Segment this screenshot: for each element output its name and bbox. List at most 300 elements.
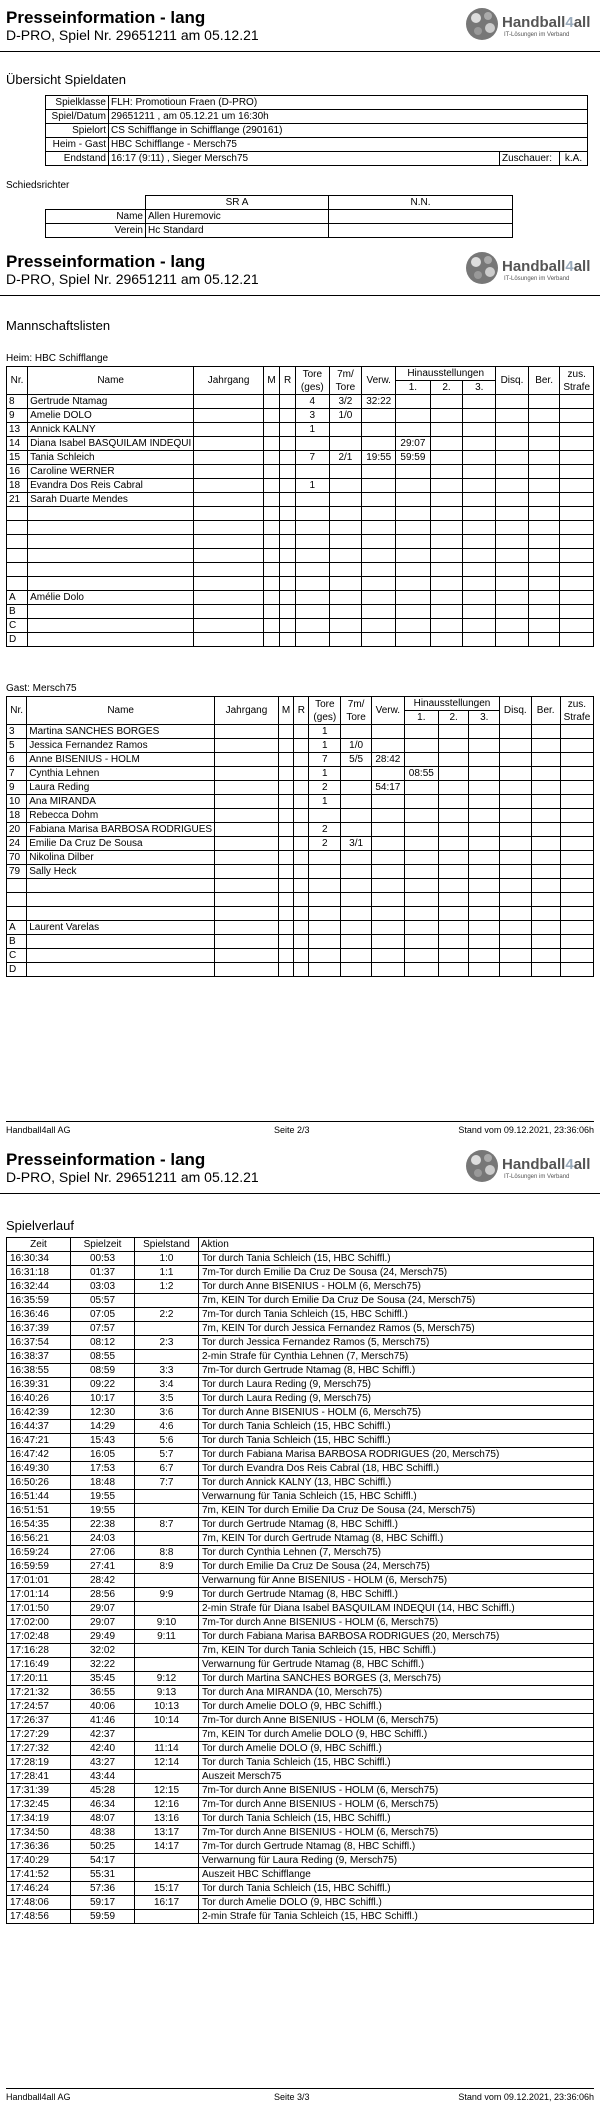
table-cell bbox=[469, 739, 500, 753]
event-cell: 17:26:37 bbox=[7, 1714, 71, 1728]
table-cell bbox=[309, 851, 341, 865]
event-cell: 55:31 bbox=[71, 1868, 135, 1882]
table-cell bbox=[560, 753, 593, 767]
table-cell: 9 bbox=[7, 781, 27, 795]
event-cell: 22:38 bbox=[71, 1518, 135, 1532]
event-cell: 16:54:35 bbox=[7, 1518, 71, 1532]
table-cell bbox=[371, 921, 404, 935]
event-cell: 28:56 bbox=[71, 1588, 135, 1602]
footer-page-2: Handball4all AG Seite 2/3 Stand vom 09.12.2021, 23:36:06h bbox=[6, 1121, 594, 1137]
table-cell bbox=[430, 465, 463, 479]
table-cell bbox=[469, 851, 500, 865]
event-row bbox=[7, 1378, 594, 1392]
pbp-table bbox=[6, 1237, 594, 1924]
table-cell bbox=[469, 865, 500, 879]
table-cell bbox=[496, 633, 529, 647]
table-cell bbox=[280, 633, 296, 647]
table-cell: Cynthia Lehnen bbox=[27, 767, 215, 781]
table-cell: Gertrude Ntamag bbox=[28, 395, 194, 409]
table-cell bbox=[496, 451, 529, 465]
table-cell bbox=[263, 409, 279, 423]
event-cell: 15:17 bbox=[135, 1882, 199, 1896]
table-cell bbox=[371, 879, 404, 893]
table-cell bbox=[531, 781, 560, 795]
table-cell: 9 bbox=[7, 409, 28, 423]
event-row bbox=[7, 1728, 594, 1742]
table-cell bbox=[500, 809, 531, 823]
table-cell bbox=[329, 535, 362, 549]
table-cell bbox=[430, 619, 463, 633]
event-cell: 16:59:59 bbox=[7, 1560, 71, 1574]
event-cell: 36:55 bbox=[71, 1686, 135, 1700]
event-cell: 16:17 bbox=[135, 1896, 199, 1910]
table-cell bbox=[362, 549, 396, 563]
table-cell bbox=[528, 619, 560, 633]
table-cell bbox=[560, 879, 593, 893]
table-cell bbox=[215, 739, 279, 753]
table-cell bbox=[404, 725, 438, 739]
table-row bbox=[7, 437, 594, 451]
event-cell: Verwarnung für Anne BISENIUS - HOLM (6, Mersch75) bbox=[199, 1574, 594, 1588]
table-cell bbox=[278, 907, 293, 921]
event-cell bbox=[135, 1504, 199, 1518]
table-row bbox=[7, 879, 594, 893]
table-cell bbox=[438, 963, 469, 977]
event-cell: 45:28 bbox=[71, 1784, 135, 1798]
handball4all-logo: Handball4all IT-Lösungen im Verband bbox=[464, 250, 594, 290]
column-header: Tore (ges) bbox=[309, 697, 341, 725]
table-cell bbox=[280, 577, 296, 591]
table-cell bbox=[329, 577, 362, 591]
event-cell: 32:22 bbox=[71, 1658, 135, 1672]
column-header: Ber. bbox=[528, 367, 560, 395]
table-cell bbox=[280, 395, 296, 409]
table-cell bbox=[430, 521, 463, 535]
table-cell bbox=[560, 395, 594, 409]
event-row bbox=[7, 1644, 594, 1658]
event-cell: Tor durch Amelie DOLO (9, HBC Schiffl.) bbox=[199, 1700, 594, 1714]
event-cell: 13:17 bbox=[135, 1826, 199, 1840]
table-cell bbox=[309, 921, 341, 935]
table-cell bbox=[294, 781, 309, 795]
event-cell: 16:30:34 bbox=[7, 1252, 71, 1266]
event-cell: 9:11 bbox=[135, 1630, 199, 1644]
table-cell bbox=[362, 423, 396, 437]
table-cell bbox=[560, 865, 593, 879]
referee-verein: Hc Standard bbox=[146, 224, 329, 238]
event-cell: 7m, KEIN Tor durch Tania Schleich (15, HBC Schiffl.) bbox=[199, 1644, 594, 1658]
table-cell: Emilie Da Cruz De Sousa bbox=[27, 837, 215, 851]
table-cell bbox=[194, 535, 264, 549]
table-cell bbox=[215, 851, 279, 865]
table-cell bbox=[341, 879, 372, 893]
event-row bbox=[7, 1532, 594, 1546]
table-cell bbox=[194, 591, 264, 605]
table-cell bbox=[362, 619, 396, 633]
table-cell bbox=[7, 535, 28, 549]
table-cell bbox=[560, 921, 593, 935]
table-cell bbox=[296, 563, 329, 577]
column-header: R bbox=[280, 367, 296, 395]
table-cell bbox=[215, 963, 279, 977]
event-cell: 17:31:39 bbox=[7, 1784, 71, 1798]
table-cell bbox=[371, 907, 404, 921]
table-row bbox=[7, 577, 594, 591]
table-cell bbox=[528, 591, 560, 605]
event-cell bbox=[135, 1532, 199, 1546]
referee-heading: Schiedsrichter bbox=[6, 180, 70, 191]
table-cell bbox=[280, 563, 296, 577]
event-cell: 16:37:54 bbox=[7, 1336, 71, 1350]
event-cell: 9:13 bbox=[135, 1686, 199, 1700]
footer-page-3: Handball4all AG Seite 3/3 Stand vom 09.12.2021, 23:36:06h bbox=[6, 2088, 594, 2104]
table-cell bbox=[194, 633, 264, 647]
table-row bbox=[7, 893, 594, 907]
table-cell bbox=[396, 493, 430, 507]
table-cell bbox=[463, 577, 496, 591]
guest-label: Gast: Mersch75 bbox=[6, 683, 77, 694]
column-header: Disq. bbox=[500, 697, 531, 725]
table-cell bbox=[531, 963, 560, 977]
table-cell: 3 bbox=[7, 725, 27, 739]
table-cell bbox=[438, 823, 469, 837]
table-cell: Sally Heck bbox=[27, 865, 215, 879]
table-cell bbox=[500, 781, 531, 795]
event-cell: 03:03 bbox=[71, 1280, 135, 1294]
table-cell bbox=[396, 577, 430, 591]
table-cell bbox=[463, 619, 496, 633]
table-cell bbox=[341, 809, 372, 823]
table-cell bbox=[371, 963, 404, 977]
table-cell bbox=[500, 907, 531, 921]
event-cell bbox=[135, 1868, 199, 1882]
event-cell: 16:59:24 bbox=[7, 1546, 71, 1560]
table-cell bbox=[430, 493, 463, 507]
event-cell: 7m-Tor durch Anne BISENIUS - HOLM (6, Mersch75) bbox=[199, 1714, 594, 1728]
event-cell: 16:51:44 bbox=[7, 1490, 71, 1504]
table-cell bbox=[329, 591, 362, 605]
table-cell bbox=[362, 493, 396, 507]
event-cell bbox=[135, 1490, 199, 1504]
table-cell bbox=[278, 795, 293, 809]
table-cell bbox=[296, 605, 329, 619]
table-cell bbox=[396, 591, 430, 605]
event-cell: 14:17 bbox=[135, 1840, 199, 1854]
table-cell bbox=[371, 795, 404, 809]
page-title: Presseinformation - lang bbox=[6, 1150, 206, 1169]
table-cell: 3/1 bbox=[341, 837, 372, 851]
event-cell: 41:46 bbox=[71, 1714, 135, 1728]
table-cell bbox=[341, 921, 372, 935]
event-cell: Tor durch Tania Schleich (15, HBC Schiffl.) bbox=[199, 1420, 594, 1434]
event-cell: 7:7 bbox=[135, 1476, 199, 1490]
overview-value: FLH: Promotioun Fraen (D-PRO) bbox=[109, 96, 588, 110]
table-cell bbox=[560, 851, 593, 865]
table-cell bbox=[362, 437, 396, 451]
table-cell: 1/0 bbox=[329, 409, 362, 423]
table-cell bbox=[560, 893, 593, 907]
column-header: 3. bbox=[469, 711, 500, 725]
event-cell: 17:28:41 bbox=[7, 1770, 71, 1784]
event-cell: Tor durch Martina SANCHES BORGES (3, Mersch75) bbox=[199, 1672, 594, 1686]
table-cell bbox=[371, 949, 404, 963]
event-cell: 09:22 bbox=[71, 1378, 135, 1392]
event-cell: 16:50:26 bbox=[7, 1476, 71, 1490]
table-cell bbox=[371, 823, 404, 837]
table-cell bbox=[194, 605, 264, 619]
table-row bbox=[7, 493, 594, 507]
event-cell: 08:12 bbox=[71, 1336, 135, 1350]
column-header: 1. bbox=[396, 381, 430, 395]
event-cell bbox=[135, 1574, 199, 1588]
table-cell bbox=[194, 521, 264, 535]
table-cell bbox=[215, 767, 279, 781]
table-cell bbox=[309, 963, 341, 977]
column-header: Jahrgang bbox=[194, 367, 264, 395]
table-cell bbox=[404, 921, 438, 935]
table-cell bbox=[463, 633, 496, 647]
table-row bbox=[7, 921, 594, 935]
event-row bbox=[7, 1602, 594, 1616]
column-header: Name bbox=[27, 697, 215, 725]
event-cell bbox=[135, 1770, 199, 1784]
table-cell bbox=[496, 507, 529, 521]
event-row bbox=[7, 1560, 594, 1574]
event-cell bbox=[135, 1602, 199, 1616]
table-cell bbox=[329, 563, 362, 577]
table-cell bbox=[294, 809, 309, 823]
event-cell: Verwarnung für Tania Schleich (15, HBC Schiffl.) bbox=[199, 1490, 594, 1504]
table-cell bbox=[404, 907, 438, 921]
table-cell bbox=[294, 767, 309, 781]
table-cell bbox=[294, 893, 309, 907]
event-cell: Tor durch Anne BISENIUS - HOLM (6, Mersch75) bbox=[199, 1280, 594, 1294]
table-cell bbox=[528, 633, 560, 647]
event-cell: 42:40 bbox=[71, 1742, 135, 1756]
table-cell bbox=[528, 451, 560, 465]
table-row bbox=[7, 767, 594, 781]
event-cell: 32:02 bbox=[71, 1644, 135, 1658]
table-cell bbox=[560, 549, 594, 563]
table-cell bbox=[309, 893, 341, 907]
event-cell: 17:53 bbox=[71, 1462, 135, 1476]
table-row bbox=[7, 907, 594, 921]
event-row bbox=[7, 1350, 594, 1364]
table-cell bbox=[430, 507, 463, 521]
table-cell: Laura Reding bbox=[27, 781, 215, 795]
event-cell: 3:6 bbox=[135, 1406, 199, 1420]
table-cell bbox=[528, 577, 560, 591]
event-cell: 5:6 bbox=[135, 1434, 199, 1448]
table-cell bbox=[438, 837, 469, 851]
event-cell: 3:3 bbox=[135, 1364, 199, 1378]
table-cell bbox=[263, 605, 279, 619]
table-cell bbox=[500, 753, 531, 767]
table-cell bbox=[531, 823, 560, 837]
table-cell: B bbox=[7, 935, 27, 949]
event-cell: 7m-Tor durch Tania Schleich (15, HBC Schiffl.) bbox=[199, 1308, 594, 1322]
table-cell bbox=[528, 507, 560, 521]
event-cell: 2-min Strafe für Cynthia Lehnen (7, Mersch75) bbox=[199, 1350, 594, 1364]
page-subtitle: D-PRO, Spiel Nr. 29651211 am 05.12.21 bbox=[6, 27, 259, 43]
table-row bbox=[7, 949, 594, 963]
event-cell: 12:14 bbox=[135, 1756, 199, 1770]
table-cell bbox=[294, 921, 309, 935]
event-cell bbox=[135, 1322, 199, 1336]
table-cell bbox=[469, 907, 500, 921]
table-cell: 1 bbox=[309, 739, 341, 753]
table-row bbox=[7, 753, 594, 767]
table-cell: 6 bbox=[7, 753, 27, 767]
table-cell bbox=[396, 409, 430, 423]
event-row bbox=[7, 1518, 594, 1532]
table-cell: Nikolina Dilber bbox=[27, 851, 215, 865]
table-row bbox=[7, 781, 594, 795]
table-cell: 3 bbox=[296, 409, 329, 423]
table-cell bbox=[560, 577, 594, 591]
column-header: 3. bbox=[463, 381, 496, 395]
event-cell: Tor durch Gertrude Ntamag (8, HBC Schiffl.) bbox=[199, 1518, 594, 1532]
event-cell: 17:34:50 bbox=[7, 1826, 71, 1840]
table-cell bbox=[531, 865, 560, 879]
table-cell bbox=[560, 935, 593, 949]
table-cell: 2 bbox=[309, 837, 341, 851]
table-cell bbox=[500, 725, 531, 739]
table-cell bbox=[396, 395, 430, 409]
table-cell: 29:07 bbox=[396, 437, 430, 451]
event-cell: 6:7 bbox=[135, 1462, 199, 1476]
event-cell: 17:16:49 bbox=[7, 1658, 71, 1672]
table-cell bbox=[463, 437, 496, 451]
event-cell: Tor durch Cynthia Lehnen (7, Mersch75) bbox=[199, 1546, 594, 1560]
table-cell bbox=[528, 437, 560, 451]
event-row bbox=[7, 1588, 594, 1602]
event-cell: 17:46:24 bbox=[7, 1882, 71, 1896]
event-row bbox=[7, 1308, 594, 1322]
page-header bbox=[0, 244, 600, 296]
table-cell bbox=[215, 865, 279, 879]
overview-label: Spielort bbox=[46, 124, 109, 138]
table-cell bbox=[500, 963, 531, 977]
event-row bbox=[7, 1770, 594, 1784]
table-cell bbox=[560, 535, 594, 549]
table-cell bbox=[194, 395, 264, 409]
table-cell bbox=[278, 837, 293, 851]
table-cell: 1 bbox=[296, 479, 329, 493]
table-cell bbox=[263, 549, 279, 563]
event-cell: 7m-Tor durch Emilie Da Cruz De Sousa (24, Mersch75) bbox=[199, 1266, 594, 1280]
table-cell bbox=[496, 395, 529, 409]
event-cell: Tor durch Amelie DOLO (9, HBC Schiffl.) bbox=[199, 1742, 594, 1756]
table-cell bbox=[560, 809, 593, 823]
table-cell bbox=[469, 949, 500, 963]
table-cell bbox=[27, 949, 215, 963]
event-cell: 17:48:06 bbox=[7, 1896, 71, 1910]
event-row bbox=[7, 1392, 594, 1406]
overview-row bbox=[46, 152, 588, 166]
column-header: 2. bbox=[438, 711, 469, 725]
table-cell bbox=[463, 521, 496, 535]
table-cell bbox=[496, 493, 529, 507]
table-cell bbox=[27, 879, 215, 893]
table-row bbox=[7, 605, 594, 619]
event-cell: 16:47:42 bbox=[7, 1448, 71, 1462]
column-header: Verw. bbox=[362, 367, 396, 395]
table-cell bbox=[531, 935, 560, 949]
table-cell bbox=[263, 493, 279, 507]
table-cell bbox=[278, 851, 293, 865]
event-cell: 3:5 bbox=[135, 1392, 199, 1406]
handball-icon bbox=[464, 6, 500, 42]
table-cell: 28:42 bbox=[371, 753, 404, 767]
event-cell: 17:28:19 bbox=[7, 1756, 71, 1770]
table-cell bbox=[194, 465, 264, 479]
table-cell: 2 bbox=[309, 781, 341, 795]
zuschauer-value: k.A. bbox=[560, 152, 588, 166]
table-cell bbox=[215, 809, 279, 823]
table-cell bbox=[371, 851, 404, 865]
table-cell bbox=[28, 605, 194, 619]
table-cell bbox=[296, 507, 329, 521]
table-cell bbox=[430, 563, 463, 577]
event-cell: 16:38:37 bbox=[7, 1350, 71, 1364]
table-cell: 1 bbox=[309, 795, 341, 809]
table-cell bbox=[438, 851, 469, 865]
event-row bbox=[7, 1294, 594, 1308]
table-cell: 79 bbox=[7, 865, 27, 879]
table-cell bbox=[404, 963, 438, 977]
table-cell bbox=[263, 563, 279, 577]
table-cell: 3/2 bbox=[329, 395, 362, 409]
event-cell: 16:44:37 bbox=[7, 1420, 71, 1434]
table-cell bbox=[528, 465, 560, 479]
column-header: Verw. bbox=[371, 697, 404, 725]
table-cell bbox=[296, 521, 329, 535]
table-cell bbox=[438, 893, 469, 907]
table-cell bbox=[296, 633, 329, 647]
overview-value: 16:17 (9:11) , Sieger Mersch75 bbox=[109, 152, 500, 166]
event-cell: 7m-Tor durch Anne BISENIUS - HOLM (6, Mersch75) bbox=[199, 1784, 594, 1798]
event-cell: 17:02:00 bbox=[7, 1616, 71, 1630]
table-cell bbox=[309, 879, 341, 893]
table-cell bbox=[496, 591, 529, 605]
table-cell: Jessica Fernandez Ramos bbox=[27, 739, 215, 753]
guest-roster-table bbox=[6, 696, 594, 977]
event-cell: Tor durch Laura Reding (9, Mersch75) bbox=[199, 1378, 594, 1392]
event-cell: 10:14 bbox=[135, 1714, 199, 1728]
event-cell: 2:3 bbox=[135, 1336, 199, 1350]
table-cell bbox=[341, 823, 372, 837]
table-row bbox=[7, 549, 594, 563]
table-cell bbox=[396, 549, 430, 563]
table-cell bbox=[278, 753, 293, 767]
column-header: 7m/ Tore bbox=[341, 697, 372, 725]
overview-value: 29651211 , am 05.12.21 um 16:30h bbox=[109, 110, 588, 124]
table-cell bbox=[438, 739, 469, 753]
table-cell bbox=[469, 935, 500, 949]
table-cell: 2/1 bbox=[329, 451, 362, 465]
table-cell bbox=[531, 851, 560, 865]
event-row bbox=[7, 1896, 594, 1910]
table-cell bbox=[7, 577, 28, 591]
table-cell bbox=[469, 753, 500, 767]
event-cell: 17:32:45 bbox=[7, 1798, 71, 1812]
event-cell: 9:9 bbox=[135, 1588, 199, 1602]
page-3 bbox=[0, 1142, 600, 1924]
table-cell bbox=[496, 437, 529, 451]
table-row bbox=[7, 465, 594, 479]
event-cell: 17:41:52 bbox=[7, 1868, 71, 1882]
